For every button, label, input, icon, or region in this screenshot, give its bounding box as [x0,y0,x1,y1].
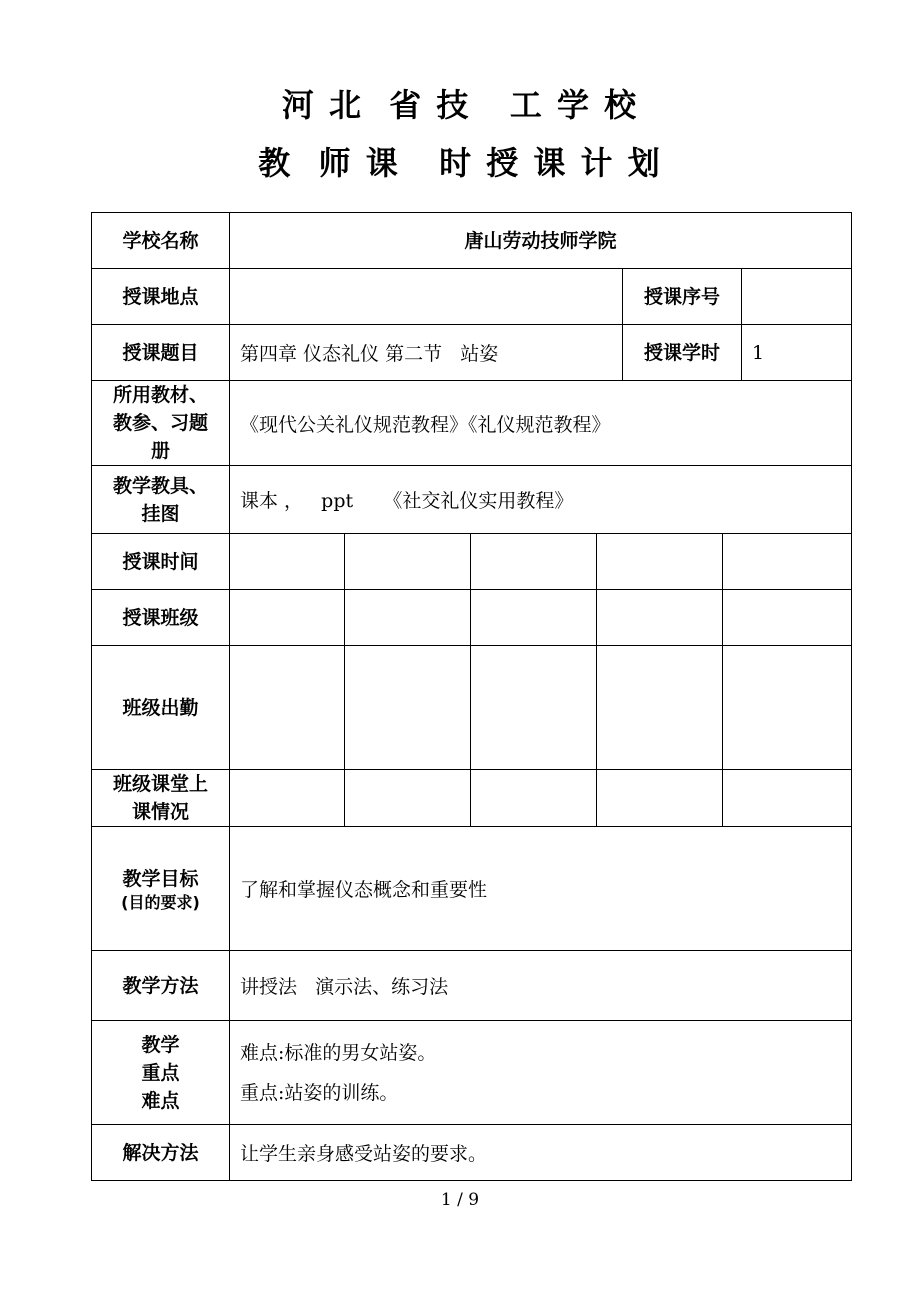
school-name-label: 学校名称 [92,213,230,269]
school-name-value: 唐山劳动技师学院 [230,213,852,269]
objective-value: 了解和掌握仪态概念和重要性 [230,827,852,951]
time-cell [597,534,723,590]
materials-label-line3: 册 [150,440,170,462]
class-label: 授课班级 [92,590,230,646]
tools-label [92,466,230,534]
method-value: 讲授法 演示法、练习法 [230,951,852,1021]
page-number: 1 / 9 [440,1190,480,1210]
attendance-cell [345,646,471,770]
time-cell [471,534,597,590]
time-cell [723,534,852,590]
attendance-cell [230,646,345,770]
row-method [92,951,852,1021]
class-cell [597,590,723,646]
class-status-label-line1: 班级课堂上 [112,773,208,795]
time-label: 授课时间 [92,534,230,590]
row-class-status [92,770,852,827]
lesson-seq-value [742,269,852,325]
key-points-label-line2: 重点 [141,1061,180,1084]
document-title-line1: 河 北 省 技 工 学 校 [281,86,639,124]
difficulty-text: 难点:标准的男女站姿。 [240,1041,437,1064]
key-points-label-line3: 难点 [141,1089,180,1112]
lesson-hours-label: 授课学时 [623,325,742,381]
time-cell [345,534,471,590]
solution-label: 解决方法 [92,1125,230,1181]
row-time [92,534,852,590]
topic-value: 第四章 仪态礼仪 第二节 站姿 [230,325,623,381]
row-key-points [92,1021,852,1125]
attendance-label: 班级出勤 [92,646,230,770]
method-label: 教学方法 [92,951,230,1021]
row-solution [92,1125,852,1181]
class-status-label-line2: 课情况 [131,801,189,823]
row-class [92,590,852,646]
class-status-cell [597,770,723,827]
lesson-hours-value: 1 [742,325,852,381]
attendance-cell [471,646,597,770]
class-status-cell [345,770,471,827]
tools-value: 课本 ， ppt 《社交礼仪实用教程》 [230,466,852,534]
solution-value: 让学生亲身感受站姿的要求。 [230,1125,852,1181]
materials-label-line1: 所用教材、 [112,384,208,406]
row-location [92,269,852,325]
row-objective [92,827,852,951]
key-point-text: 重点:站姿的训练。 [240,1081,399,1104]
row-topic [92,325,852,381]
key-points-label [92,1021,230,1125]
materials-label-line2: 教参、习题 [112,412,208,434]
location-value [230,269,623,325]
lesson-plan-table [91,212,852,1181]
class-status-cell [471,770,597,827]
row-attendance [92,646,852,770]
topic-label: 授课题目 [92,325,230,381]
tools-label-line1: 教学教具、 [112,474,208,497]
time-cell [230,534,345,590]
attendance-cell [597,646,723,770]
row-materials [92,381,852,466]
tools-label-line2: 挂图 [141,502,180,525]
class-status-cell [723,770,852,827]
materials-label [92,381,230,466]
class-cell [345,590,471,646]
class-status-cell [230,770,345,827]
key-points-value [230,1021,852,1125]
row-school-name [92,213,852,269]
materials-value: 《现代公关礼仪规范教程》《礼仪规范教程》 [230,381,852,466]
objective-label-sub: (目的要求) [121,892,200,912]
row-tools [92,466,852,534]
class-status-label [92,770,230,827]
objective-label-main: 教学目标 [122,867,199,890]
class-cell [471,590,597,646]
document-title-line2: 教 师 课 时 授 课 计 划 [258,144,662,182]
class-cell [723,590,852,646]
location-label: 授课地点 [92,269,230,325]
class-cell [230,590,345,646]
attendance-cell [723,646,852,770]
key-points-label-line1: 教学 [141,1033,180,1056]
objective-label [92,827,230,951]
lesson-seq-label: 授课序号 [623,269,742,325]
